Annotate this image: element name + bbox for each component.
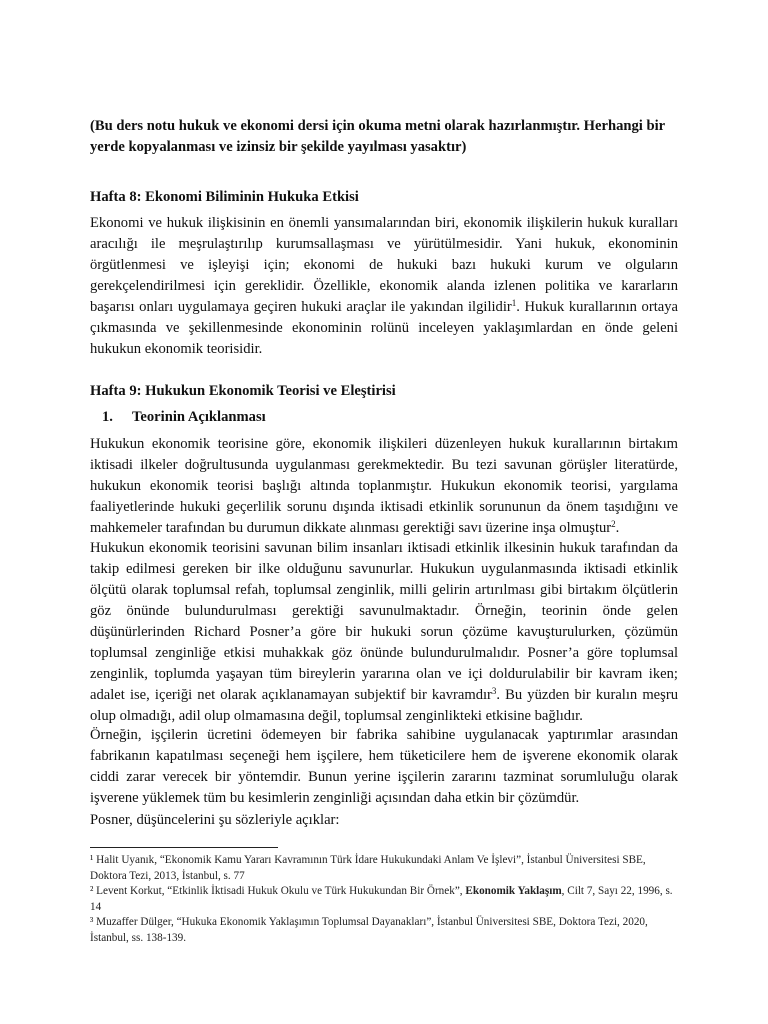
week9-paragraph-4: Posner, düşüncelerini şu sözleriyle açıklar:	[90, 812, 340, 828]
footnote-1: ¹ Halit Uyanık, “Ekonomik Kamu Yararı Kavramının Türk İdare Hukukundaki Anlam Ve İşlevi”, İstanbul Üniversitesi SBE, Doktora Tezi, 2013, İstanbul, s. 77	[90, 854, 646, 882]
paragraph-text: Hukukun ekonomik teorisine göre, ekonomik ilişkileri düzenleyen hukuk kurallarının birtakım iktisadi ilkeler doğrultusunda uygulanması gerekmektedir. Bu tezi savunan görüşler literatürde, hukukun ekonomik teorisi başlığı altında toplanmıştır. Hukukun ekonomik teorisi, yargılama faaliyetlerinde hukuki geçerlilik sorunu dışında iktisadi etkinlik sorununun da önem taşıdığını ve mahkemeler tarafından bu durumun dikkate alınması gerektiği savı üzerine inşa olmuştur	[90, 436, 678, 536]
footnote-2-journal: Ekonomik Yaklaşım	[465, 885, 562, 897]
footnote-2-text: ² Levent Korkut, “Etkinlik İktisadi Hukuk Okulu ve Türk Hukukundan Bir Örnek”,	[90, 885, 466, 897]
week9-paragraph-2	[90, 538, 678, 727]
week9-heading: Hafta 9: Hukukun Ekonomik Teorisi ve Eleştirisi	[90, 383, 396, 399]
footnote-ref-2[interactable]: 2	[611, 519, 616, 529]
footnote-ref-1[interactable]: 1	[511, 298, 517, 308]
footnote-separator	[90, 847, 278, 848]
section-number: 1.	[102, 409, 113, 425]
week8-paragraph-text: Ekonomi ve hukuk ilişkisinin en önemli yansımalarından biri, ekonomik ilişkilerin hukuk kuralları aracılığı ile meşrulaştırılıp kurumsallaşması ve yürütülmesidir. Yani hukuk, ekonominin örgütlenmesi ve işleyişi için; ekonomi de hukuki bazı hukuki kurum ve olguların gerekçelendirilmesi için gereklidir. Özellikle, ekonomik alanda izlenen politika ve kararların başarısı onları uygulamaya geçiren hukuki araçlar ile yakından ilgilidir	[90, 215, 678, 315]
footnote-2-text-end: , Cilt 7, Sayı 22, 1996, s. 14	[90, 885, 673, 913]
paragraph-text-end: .	[615, 520, 620, 536]
week8-paragraph-text-end: . Hukuk kurallarının ortaya çıkmasında ve şekillenmesinde ekonominin rolünü inceleyen yaklaşımlardan en önde geleni hukukun ekonomik teorisidir.	[90, 299, 679, 357]
section-heading	[90, 407, 266, 427]
footnote-3: ³ Muzaffer Dülger, “Hukuka Ekonomik Yaklaşımın Toplumsal Dayanakları”, İstanbul Üniversitesi SBE, Doktora Tezi, 2020, İstanbul, ss. 138-139.	[90, 916, 648, 944]
paragraph-text: Hukukun ekonomik teorisini savunan bilim insanları iktisadi etkinlik ilkesinin hukuk tarafından da takip edilmesi gereken bir ilke olduğunu savunurlar. Hukukun uygulanmasında iktisadi etkinlik ölçütü olarak toplumsal refah, toplumsal zenginlik, milli gelirin artırılması gibi birtakım ölçütlerin göz önünde bulundurulması gerektiği savunulmaktadır. Örneğin, teorinin önde gelen düşünürlerinden Richard Posner’a göre bir hukuki sorun çözüme kavuşturulurken, çözümün toplumsal zenginliğe etkisi muhakkak göz önünde bulundurulmalıdır. Posner’a göre toplumsal zenginlik, toplumda yaşayan tüm bireylerin yararına olan ve içi doldurulabilir bir kavram iken; adalet ise, içeriği net olarak açıklanamayan subjektif bir kavramdır	[90, 540, 678, 703]
week8-heading: Hafta 8: Ekonomi Biliminin Hukuka Etkisi	[90, 189, 359, 205]
paragraph-text-end: . Bu yüzden bir kuralın meşru olup olmadığı, adil olup olmamasına değil, toplumsal zenginlikteki etkisine bağlıdır.	[90, 687, 678, 724]
footnote-2	[90, 884, 678, 915]
week8-paragraph	[90, 213, 678, 360]
copyright-notice: (Bu ders notu hukuk ve ekonomi dersi için okuma metni olarak hazırlanmıştır. Herhangi bir yerde kopyalanması ve izinsiz bir şekilde yayılması yasaktır)	[90, 118, 665, 155]
week9-paragraph-3: Örneğin, işçilerin ücretini ödemeyen bir fabrika sahibine uygulanacak yaptırımlar arasından fabrikanın kapatılması seçeneği hem işçilere, hem tüketicilere hem de işverene ekonomik olarak ciddi zarar verecek bir yöntemdir. Bunun yerine işçilerin zararını tazminat sorumluluğu olarak işverene yüklemek tüm bu kesimlerin zenginliği açısından daha etkin bir çözümdür.	[90, 727, 678, 806]
section-title: Teorinin Açıklanması	[132, 409, 266, 425]
week9-paragraph-1	[90, 434, 678, 539]
footnote-ref-3[interactable]: 3	[491, 686, 497, 696]
